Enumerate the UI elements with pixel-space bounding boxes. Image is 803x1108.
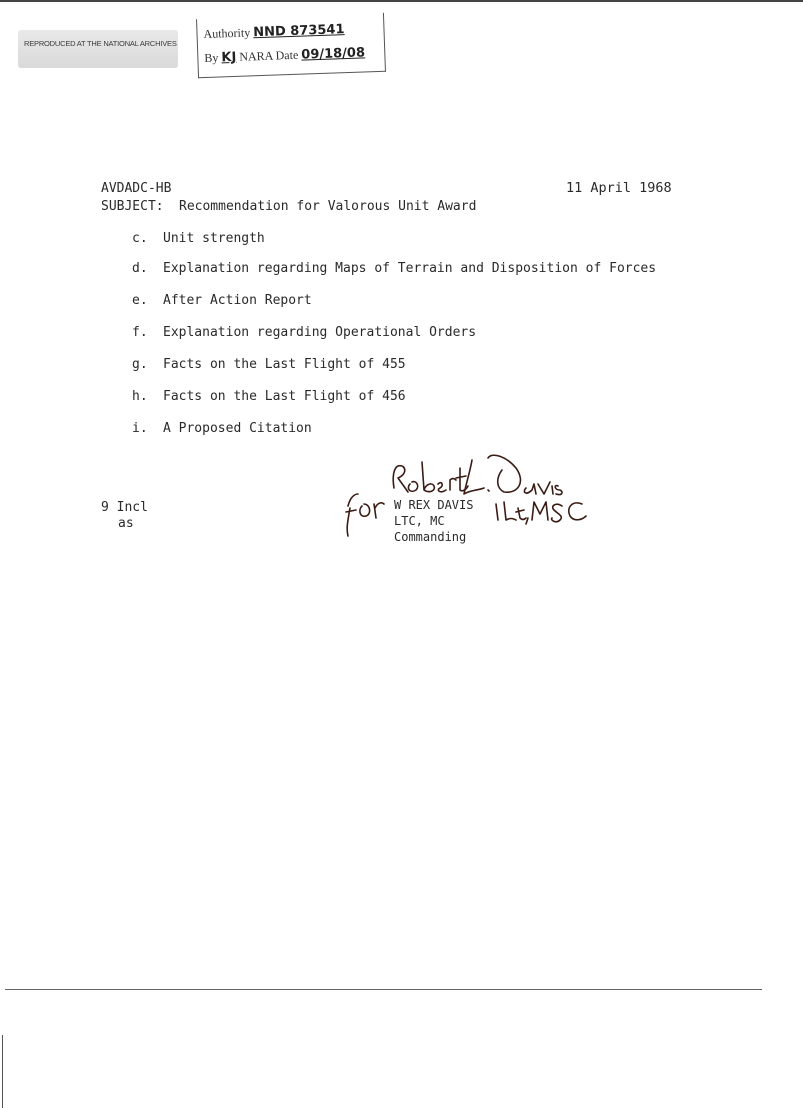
bottom-divider [5,989,762,990]
authority-box [196,13,386,79]
authority-by-row [204,45,365,66]
reference-code: AVDADC-HB [101,181,172,196]
enclosure-note: as [118,516,134,531]
enclosure-count: 9 Incl [101,500,148,515]
subject-text: Recommendation for Valorous Unit Award [179,199,477,214]
archive-stamp [18,30,178,68]
by-label: By [204,50,219,66]
list-item-letter: i. [132,421,148,436]
by-value: KJ [221,49,237,66]
signer-rank: LTC, MC [394,514,445,528]
list-item-text: Explanation regarding Operational Orders [163,325,477,340]
nara-date-value: 09/18/08 [301,45,366,63]
authority-row [203,22,344,42]
list-item-text: Facts on the Last Flight of 455 [163,357,406,372]
list-item-letter: e. [132,293,148,308]
authority-value: NND 873541 [252,22,345,41]
list-item-letter: g. [132,357,148,372]
list-item-letter: f. [132,325,148,340]
left-edge-line [2,1035,3,1108]
list-item-text: After Action Report [163,293,312,308]
signer-name: W REX DAVIS [394,498,474,512]
subject-label: SUBJECT: [101,199,164,214]
list-item-letter: h. [132,389,148,404]
list-item-text: Facts on the Last Flight of 456 [163,389,406,404]
list-item-text: Explanation regarding Maps of Terrain and Disposition of Forces [163,261,657,276]
document-date: 11 April 1968 [566,180,672,196]
archive-stamp-text: REPRODUCED AT THE NATIONAL ARCHIVES [24,39,177,48]
signer-title: Commanding [394,530,467,544]
list-item-text: Unit strength [163,231,265,246]
authority-label: Authority [203,25,251,42]
nara-date-label: NARA Date [239,47,299,64]
top-edge-line [0,0,803,2]
list-item-letter: c. [132,231,148,246]
list-item-text: A Proposed Citation [163,421,312,436]
list-item-letter: d. [132,261,148,276]
